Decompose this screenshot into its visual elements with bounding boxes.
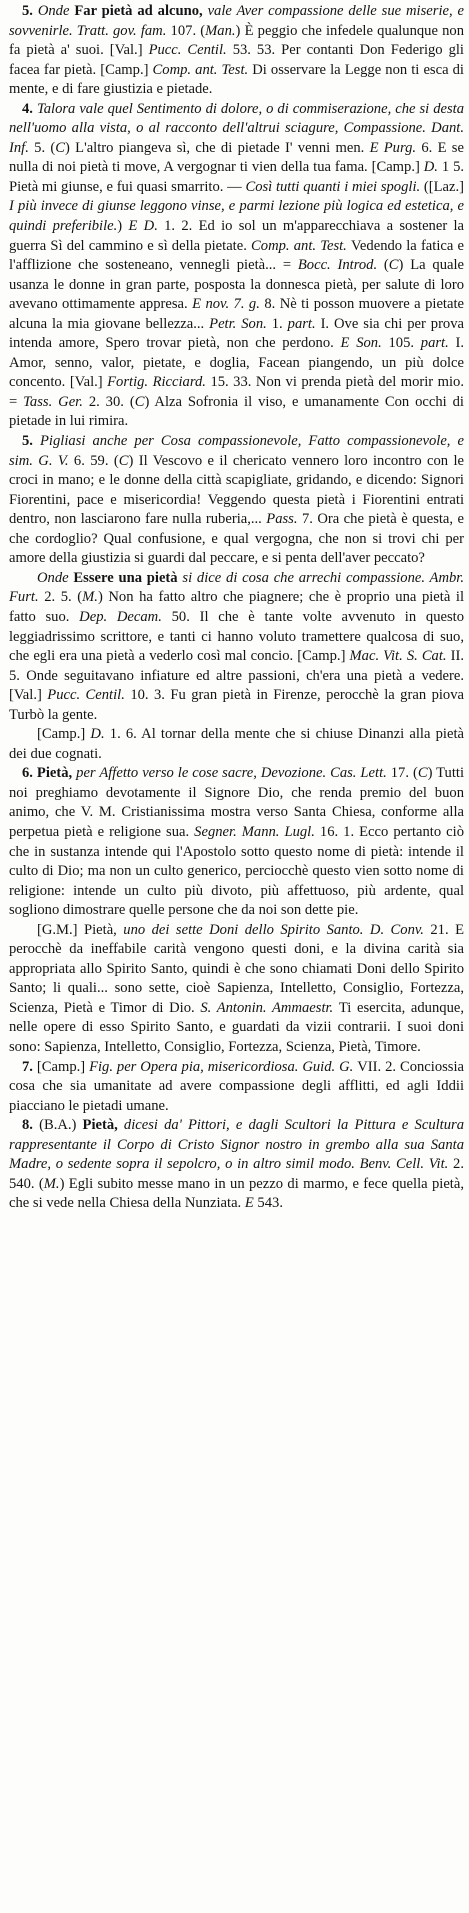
italic-text: Così tutti quanti i miei spogli. <box>245 178 424 195</box>
body-text: 105. <box>388 335 421 352</box>
headword-phrase: Pietà, <box>36 765 77 782</box>
body-text: ) Non ha fatto altro che piagnere; che è proprio una pietà il fatto suo. <box>9 589 464 625</box>
italic-text: Pucc. Centil. <box>47 687 131 704</box>
italic-text: D. <box>90 726 110 743</box>
body-text: 1. <box>271 315 288 332</box>
body-text: 1. 6. Al tornar della mente che si chiuse Dinanzi alla pietà dei due cognati. <box>9 726 464 762</box>
body-text: ) Alza Sofronia il viso, e umanamente Con occhi di pietade in lui rimira. <box>9 393 464 430</box>
headword-phrase: Essere una pietà <box>73 569 183 586</box>
italic-text: Mac. Vit. S. Cat. <box>349 648 451 665</box>
italic-text: C <box>134 393 145 410</box>
italic-text: Fortig. Ricciard. <box>107 374 211 391</box>
entry-camp-dante <box>9 725 464 764</box>
body-text: 2. 540. ( <box>9 1156 464 1192</box>
italic-text: C <box>118 452 129 469</box>
body-text: I. Amor, senno, valor, pietate, e doglia, Facean piangendo, un più dolce concento. [Val.] <box>9 335 464 391</box>
italic-text: I più invece di giunse leggono vinse, e parmi lezione più logica ed estetica, e quindi preferibile. <box>9 198 464 235</box>
body-text: Vedendo la fatica e l'afflizione che sosteneano, vennegli pietà... = <box>9 237 464 274</box>
sense-number: 5. <box>22 3 38 19</box>
italic-text: C <box>417 765 428 782</box>
italic-text: E Purg. <box>369 139 422 156</box>
italic-text: E <box>244 1195 258 1212</box>
italic-text: E nov. 7. g. <box>192 296 265 313</box>
body-text: 17. ( <box>390 765 418 782</box>
body-text: [Camp.] <box>37 726 91 743</box>
body-text: ) La quale usanza le donne in gran parte, posposta la donnesca pietà, per salute di loro avevano ottimamente appresa. <box>9 257 464 313</box>
body-text: ) Il Vescovo e il chericato vennero loro incontro con le croci in mano; e le donne della città scapigliate, gridando, e dicendo: Signori Fiorentini, pace e misericordia! Veggendo questa pietà i Fiorentini entrati dentro, non lasciarono fare nulla ruberia,... <box>9 452 464 528</box>
italic-text: C <box>55 139 65 156</box>
body-text: [Camp.] <box>36 1058 90 1075</box>
body-text: 7. Ora che pietà è questa, e che cordoglio? Qual confusione, e qual vergogna, che non si trovi chi per amore della giustizia si guardi dal peccare, e si penta dell'aver peccato? <box>9 511 464 567</box>
italic-text: vale Aver compassione delle sue miserie, e sovvenirle. Tratt. gov. fam. <box>9 3 465 39</box>
italic-text: Segner. Mann. Lugl. <box>194 823 320 840</box>
italic-text: Tass. Ger. <box>23 393 89 410</box>
sense-number: 7. <box>22 1058 37 1075</box>
body-text: 1 5. Pietà mi giunse, e fui quasi smarrito. — <box>9 159 465 195</box>
entry-sense-7-opera-pia <box>9 1058 464 1117</box>
italic-text: Comp. ant. Test. <box>152 61 253 78</box>
body-text: 5. ( <box>34 139 56 156</box>
body-text: 1. 2. Ed io sol un m'apparecchiava a sostener la guerra Sì del cammino e sì della pietate. <box>9 218 465 254</box>
italic-text: si dice di cosa che arrechi compassione. Ambr. Furt. <box>9 569 464 606</box>
italic-text: Onde <box>37 569 74 586</box>
entry-sense-4-compassione <box>9 100 464 432</box>
body-text: II. 5. Onde seguitavano infiature ed altre passioni, ch'era una pietà a vedere. [Val.] <box>9 648 464 704</box>
body-text: ) Tutti noi preghiamo devotamente il Signore Dio, che renda premio del buon animo, che V. M. Cristianissima mostra verso Santa Chiesa, conforme alla perpetua pietà e religione sua. <box>9 765 464 840</box>
italic-text: Pigliasi anche per Cosa compassionevole, Fatto compassionevole, e sim. G. V. <box>9 433 464 469</box>
body-text: VII. 2. Conciossia cosa che sia umanitate ad avere compassione degli afflitti, ed agli Iddii piacciano le pietadi umane. <box>9 1058 465 1114</box>
entry-sense-8-pittori <box>9 1116 464 1214</box>
body-text: ([Laz.] <box>423 178 464 195</box>
italic-text: S. Antonin. Ammaestr. <box>200 999 339 1016</box>
italic-text: Bocc. Introd. <box>297 257 384 274</box>
italic-text: part. <box>420 335 456 352</box>
italic-text: E D. <box>128 218 165 235</box>
italic-text: M. <box>43 1175 60 1192</box>
entry-sense-5-far-pieta <box>9 2 464 100</box>
body-text: 6. 59. ( <box>73 452 119 469</box>
body-text: ) È peggio che infedele qualunque non fa pietà a' suoi. [Val.] <box>9 22 464 59</box>
body-text: [G.M.] Pietà, <box>37 921 124 938</box>
body-text: ) Egli subito messe mano in un pezzo di marmo, e fece quella pietà, che si vede nella Chiesa della Nunziata. <box>9 1175 464 1212</box>
body-text: 15. 33. Non vi prenda pietà del morir mio. = <box>9 374 465 410</box>
body-text: (B.A.) <box>39 1117 83 1134</box>
sense-number: 8. <box>22 1117 40 1134</box>
italic-text: Man. <box>205 22 236 39</box>
italic-text: Pass. <box>266 511 302 528</box>
body-text: 16. 1. Ecco pertanto ciò che in sustanza intende qui l'Apostolo sotto questo nome di pietà: intende il culto di Dio; ma non un culto generico, perciocchè questo vien sotto nome di religione: intende un culto più divoto, più affettuoso, più ardente, qual sogliono dimostrare quelle persone che da noi son dette pie. <box>9 823 464 919</box>
sense-number: 6. <box>22 765 37 782</box>
body-text: 8. Nè ti posson muovere a pietate alcuna la mia giovane bellezza... <box>9 296 464 332</box>
headword-phrase: Pietà, <box>82 1117 124 1134</box>
body-text: 50. Il che è tante volte avvenuto in questo leggiadrissimo scrittore, e tanti ci hanno voluto tramettere qualcosa di suo, che egli era una pietà a vederlo così mal concio. [Camp.] <box>9 608 464 665</box>
sense-number: 5. <box>22 433 41 450</box>
italic-text: per Affetto verso le cose sacre, Devozione. Cas. Lett. <box>76 765 391 782</box>
headword-phrase: Far pietà ad alcuno, <box>74 3 208 19</box>
italic-text: dicesi da' Pittori, e dagli Scultori la Pittura e Scultura rappresentante il Corpo di Cristo Signor nostro in grembo alla sua Santa Madre, o sedente sopra il sepolcro, o in altro simil modo. Benv. Cell. Vit. <box>9 1117 464 1173</box>
italic-text: M. <box>82 589 98 606</box>
italic-text: Comp. ant. Test. <box>251 237 352 254</box>
italic-text: Pucc. Centil. <box>148 42 233 59</box>
body-text: Di osservare la Legge non ti esca di mente, e di fare giustizia e pietade. <box>9 61 464 98</box>
italic-text: uno dei sette Doni dello Spirito Santo. D. Conv. <box>123 921 431 938</box>
body-text: 53. 53. Per contanti Don Federigo gli facea far pietà. [Camp.] <box>9 42 464 78</box>
italic-text: Onde <box>37 3 75 19</box>
italic-text: Fig. per Opera pia, misericordiosa. Guid. G. <box>89 1058 358 1075</box>
body-text: 21. E perocchè da ineffabile carità vengono questi doni, e la divina carità sia appropriata allo Spirito Santo, quindi è che sono chiamati Doni dello Spirito Santo; li quali... sono sette, cioè Sapienza, Intelletto, Consiglio, Fortezza, Scienza, Pietà e Timor di Dio. <box>9 921 464 1016</box>
body-text: Ti esercita, adunque, nelle opere di esso Spirito Santo, e guardati da vizii contrarii. I suoi doni sono: Sapienza, Intelletto, Consiglio, Fortezza, Scienza, Pietà, Timore. <box>9 999 464 1055</box>
body-text: I. Ove sia chi per prova intenda amore, Spero trovar pietà, non che perdono. <box>9 315 465 352</box>
entry-sense-5-cosa-compassionevole <box>9 432 464 569</box>
body-text: 107. ( <box>170 22 206 39</box>
italic-text: part. <box>287 315 321 332</box>
italic-text: E Son. <box>340 335 389 352</box>
italic-text: Petr. Son. <box>209 315 272 332</box>
italic-text: Dep. Decam. <box>79 608 172 625</box>
entry-sense-6-devozione <box>9 764 464 920</box>
sense-number: 4. <box>22 100 37 117</box>
italic-text: Talora vale quel Sentimento di dolore, o di commiserazione, che si desta nell'uomo alla vista, o al racconto dell'altrui sciagure, Compassione. Dant. Inf. <box>9 100 464 156</box>
body-text: 2. 5. ( <box>44 589 83 606</box>
body-text: ( <box>383 257 389 274</box>
italic-text: D. <box>423 159 442 176</box>
body-text: ) L'altro piangeva sì, che di pietade I' venni men. <box>65 139 370 156</box>
body-text: ) <box>117 218 129 235</box>
body-text: 10. 3. Fu gran pietà in Firenze, perocchè la gran piova Turbò la gente. <box>9 687 464 723</box>
entry-gm-doni-spirito-santo <box>9 921 464 1058</box>
body-text: 543. <box>257 1195 283 1212</box>
body-text: 6. E se nulla di noi pietà ti move, A vergognar ti vien della tua fama. [Camp.] <box>9 139 464 176</box>
italic-text: C <box>388 257 399 274</box>
entry-essere-una-pieta <box>9 569 464 725</box>
body-text: 2. 30. ( <box>88 393 135 410</box>
